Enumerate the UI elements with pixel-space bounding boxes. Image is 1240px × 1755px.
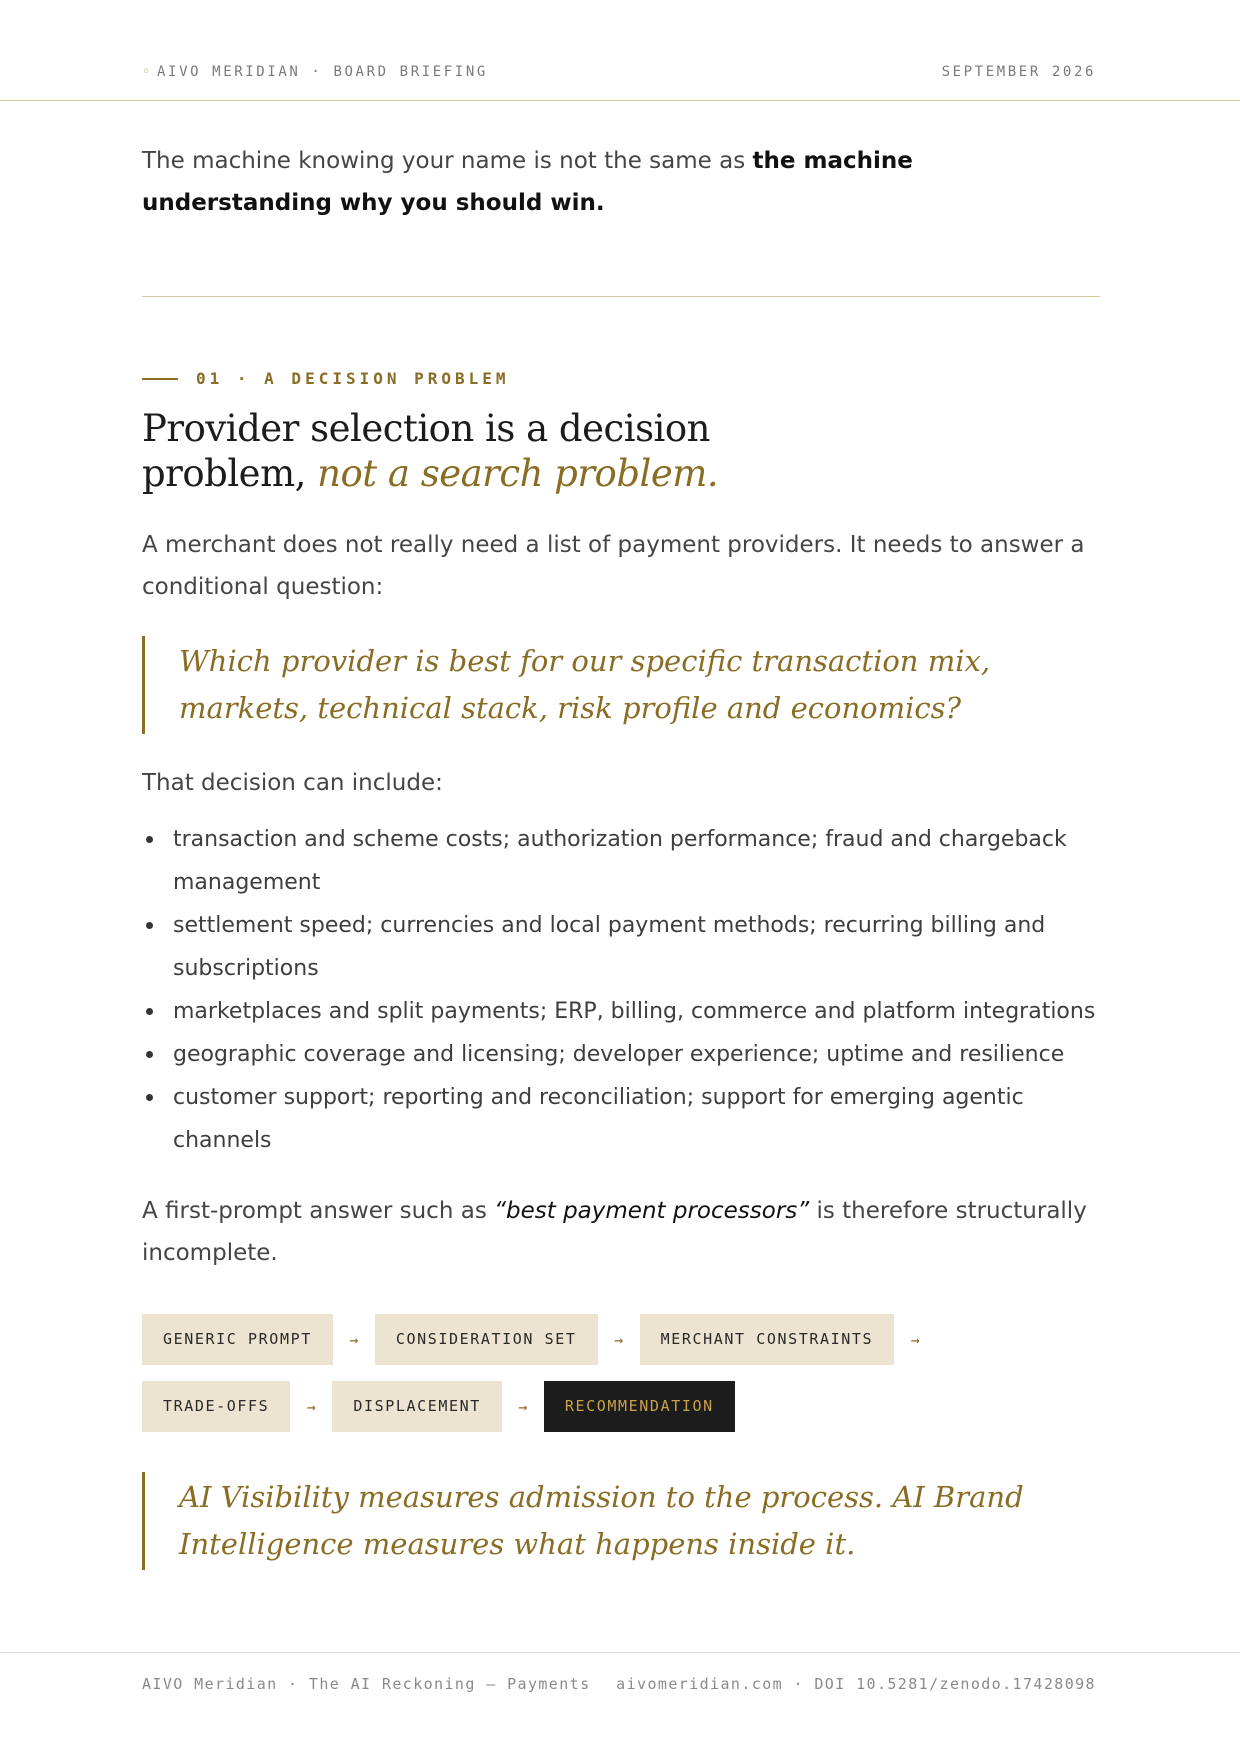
title-line2-italic: not a search problem. [317,452,719,495]
pull-quote-question: Which provider is best for our specific transaction mix, markets, technical stack, risk profile and economics? [142,636,1102,734]
flow-step-merchant-constraints: MERCHANT CONSTRAINTS [640,1314,895,1365]
conclusion-after: is therefore structurally incomplete. [142,1198,1087,1266]
flow-arrow-icon: → [518,1397,528,1416]
section-dash [142,378,178,380]
header-marker: ◦ [142,64,154,80]
list-item: settlement speed; currencies and local payment methods; recurring billing and subscriptions [142,904,1102,990]
title-line2-plain: problem, [142,452,318,495]
flow-arrow-icon: → [306,1397,316,1416]
pull-quote-summary: AI Visibility measures admission to the process. AI Brand Intelligence measures what happens inside it. [142,1472,1102,1570]
section-label [142,369,1102,388]
list-item: customer support; reporting and reconciliation; support for emerging agentic channels [142,1076,1102,1162]
section-label-text: 01 · A DECISION PROBLEM [196,369,510,388]
section-divider [142,296,1100,297]
flow-step-generic-prompt: GENERIC PROMPT [142,1314,333,1365]
header-title: AIVO MERIDIAN · BOARD BRIEFING [157,64,488,80]
list-item: marketplaces and split payments; ERP, billing, commerce and platform integrations [142,990,1102,1033]
header-date: SEPTEMBER 2026 [941,64,1096,80]
flow-step-trade-offs: TRADE-OFFS [142,1381,290,1432]
conclusion-paragraph [142,1190,1102,1274]
list-intro: That decision can include: [142,770,443,796]
lead-strong: the machine understanding why you should win. [142,148,913,216]
footer-right: aivomeridian.com · DOI 10.5281/zenodo.17428098 [616,1675,1096,1693]
intro-paragraph: A merchant does not really need a list of payment providers. It needs to answer a conditional question: [142,532,1085,600]
flow-step-consideration-set: CONSIDERATION SET [375,1314,598,1365]
page-header [0,0,1240,101]
page-footer [0,1652,1240,1755]
flow-step-recommendation: RECOMMENDATION [544,1381,735,1432]
lead-plain: The machine knowing your name is not the same as [142,148,753,174]
footer-left: AIVO Meridian · The AI Reckoning — Payments [142,1675,591,1693]
flow-arrow-icon: → [349,1330,359,1349]
page-content [142,140,1102,1570]
flow-arrow-icon: → [614,1330,624,1349]
list-item: geographic coverage and licensing; developer experience; uptime and resilience [142,1033,1102,1076]
list-item: transaction and scheme costs; authorization performance; fraud and chargeback management [142,818,1102,904]
flow-step-displacement: DISPLACEMENT [332,1381,502,1432]
conclusion-before: A first-prompt answer such as [142,1198,495,1224]
conclusion-emphasis: “best payment processors” [494,1198,810,1224]
decision-factors-list [142,818,1102,1162]
title-line1: Provider selection is a decision [142,407,710,450]
decision-flow [142,1314,1082,1432]
lead-paragraph [142,140,1102,224]
section-title [142,406,1102,496]
header-left [142,64,488,80]
flow-arrow-icon: → [910,1330,920,1349]
